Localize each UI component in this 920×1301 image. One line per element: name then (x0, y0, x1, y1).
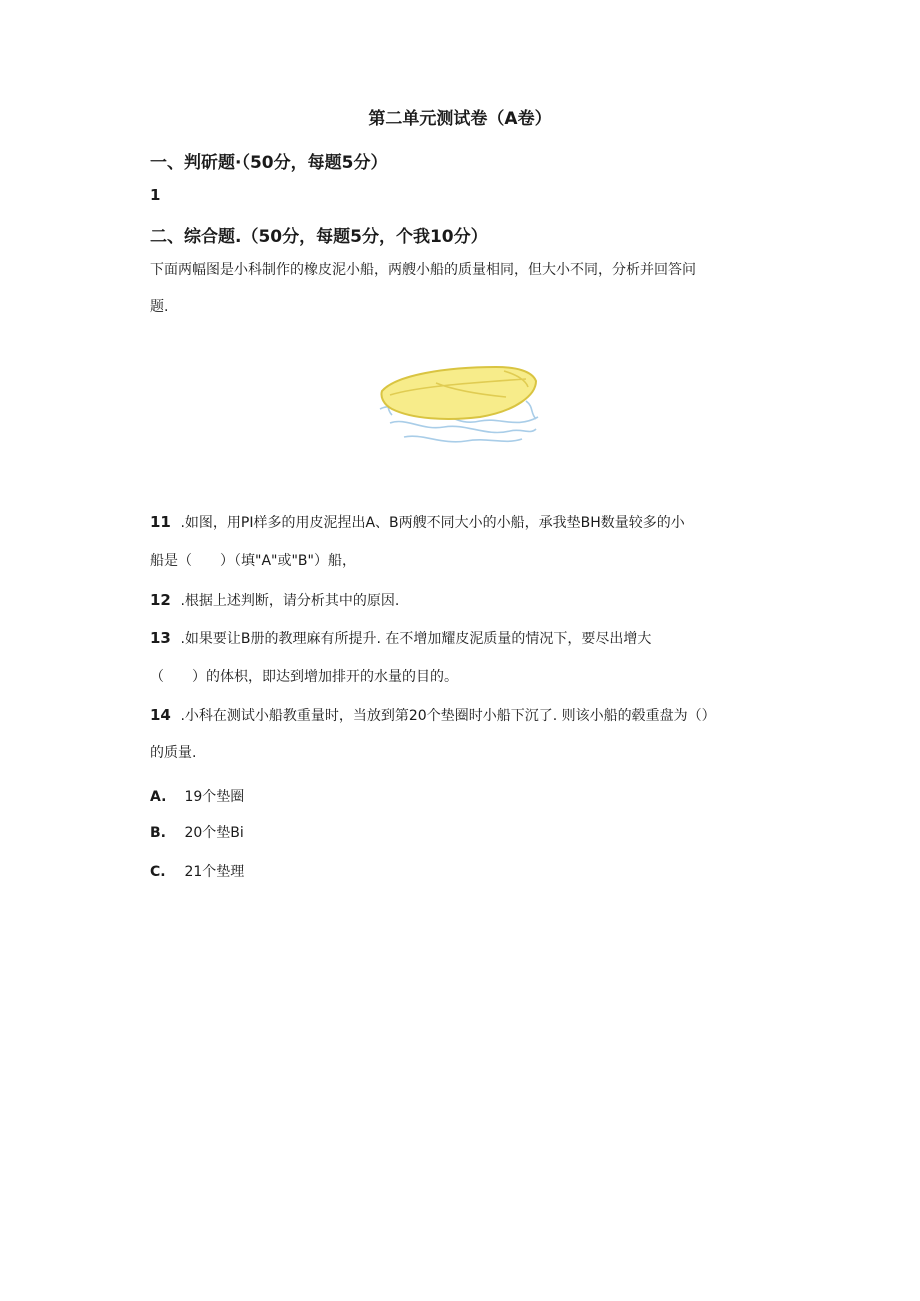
question-14-line1 (150, 705, 716, 726)
yellow-boat-icon (376, 357, 542, 449)
option-c (150, 862, 244, 882)
option-b (150, 823, 244, 843)
option-text: 20个垫Bi (184, 825, 244, 841)
question-number: 12 (150, 591, 171, 609)
question-text: .如图，用PI样多的用皮泥捏出A、B两艘不同大小的小船，承我垫BH数量较多的小 (180, 515, 685, 531)
section-2-heading: 二、综合题.（50分，每题5分，个我10分） (150, 227, 488, 247)
section-1-heading: 一、判斫题·（50分，每题5分） (150, 153, 388, 173)
option-text: 19个垫圈 (184, 789, 245, 805)
option-letter: C. (150, 864, 166, 880)
option-text: 21个垫理 (184, 864, 245, 880)
question-11-line2: 船是（ ）（填"A"或"B"）船， (150, 553, 356, 569)
page-title: 第二单元测试卷（A卷） (368, 109, 552, 129)
question-number: 13 (150, 629, 171, 647)
section-1-item: 1 (150, 186, 161, 204)
section-2-intro-line1: 下面两幅图是小科制作的橡皮泥小船，两艘小船的质量相同，但大小不同，分析并回答问 (150, 262, 696, 278)
question-14-line2: 的质量. (150, 745, 197, 761)
question-text: .如果要让B册的教理麻有所提升. 在不增加耀皮泥质量的情况下，要尽出增大 (180, 631, 652, 647)
option-a (150, 787, 244, 807)
option-letter: B. (150, 825, 166, 841)
question-text: .根据上述判断，请分析其中的原因. (180, 593, 400, 609)
question-12-line1 (150, 590, 399, 611)
option-letter: A. (150, 789, 167, 805)
question-13-line1 (150, 628, 651, 649)
question-number: 14 (150, 706, 171, 724)
question-text: .小科在测试小船教重量时，当放到第20个垫圈时小船下沉了. 则该小船的毂重盘为（） (180, 708, 716, 724)
question-11-line1 (150, 512, 685, 533)
question-13-line2: （ ）的体枳，即达到增加排开的水量的目的。 (150, 669, 458, 685)
question-number: 11 (150, 513, 171, 531)
section-2-intro-line2: 题. (150, 299, 169, 315)
